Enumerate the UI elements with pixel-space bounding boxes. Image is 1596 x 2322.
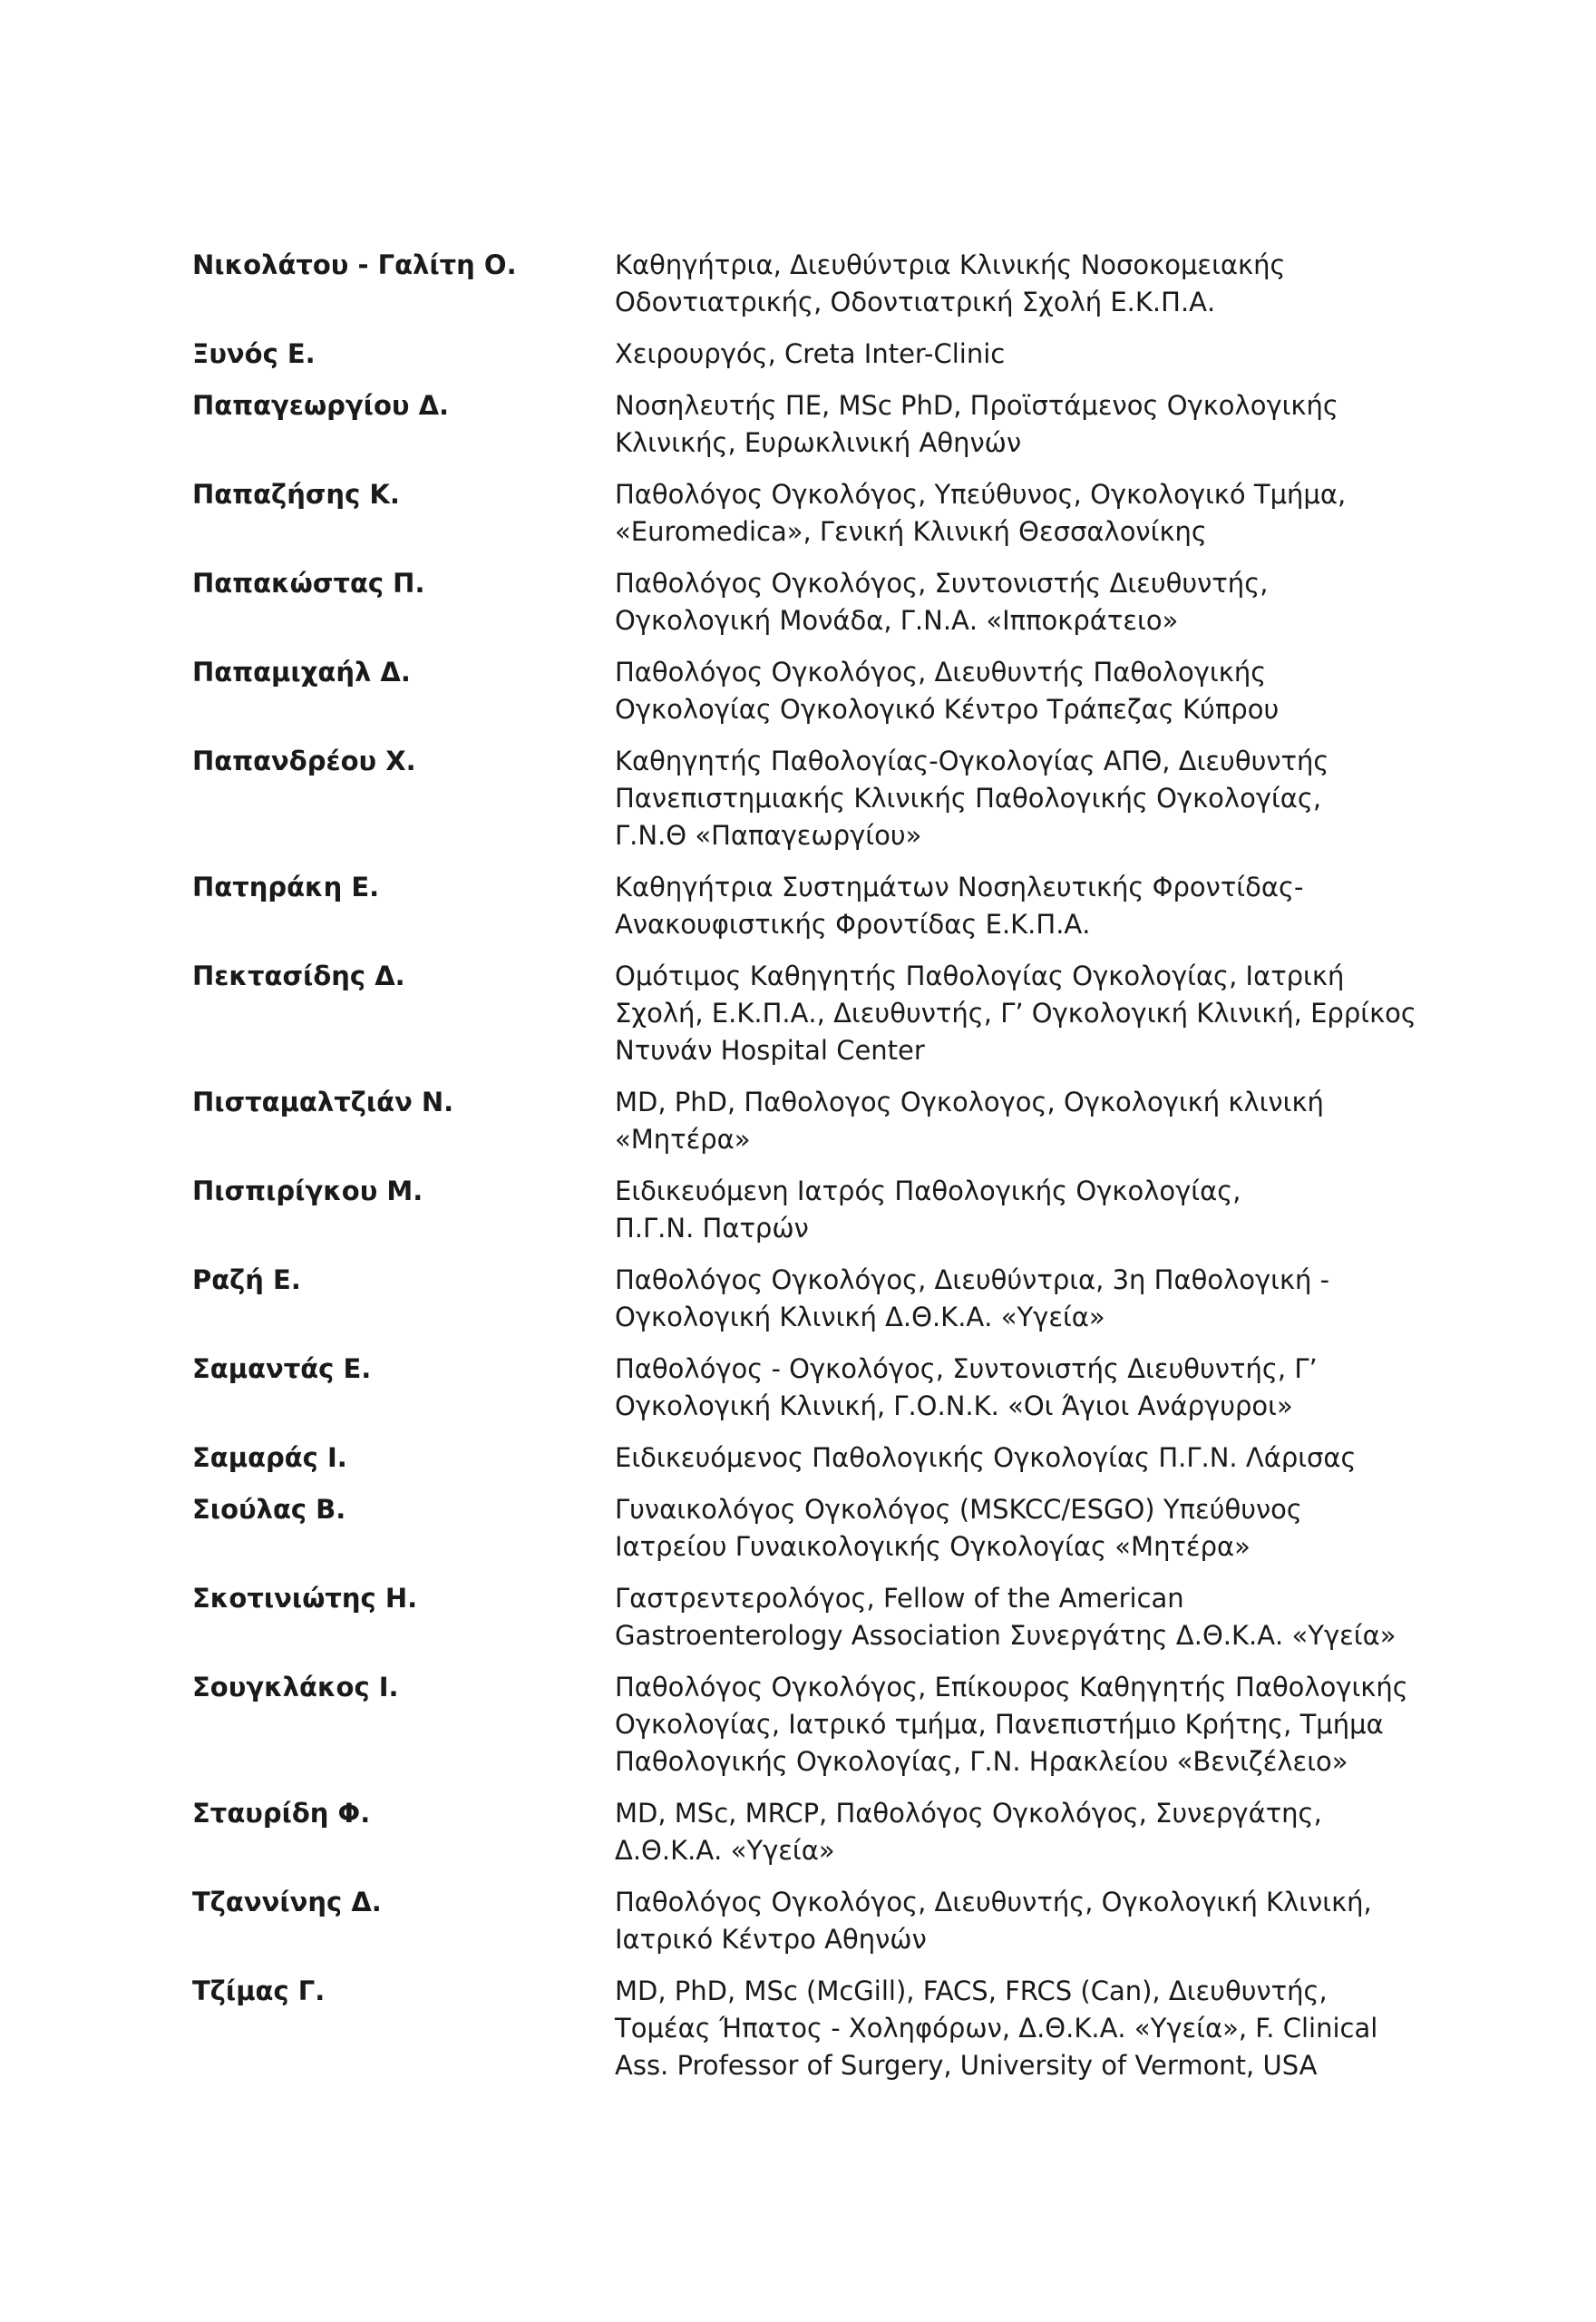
affiliation-line: Ομότιμος Καθηγητής Παθολογίας Ογκολογίας, Ιατρική [615, 961, 1345, 991]
speaker-name: Σαμαράς Ι. [192, 1442, 347, 1473]
affiliation-line: Ογκολογική Μονάδα, Γ.Ν.Α. «Ιπποκράτειο» [615, 605, 1179, 636]
speaker-affiliation [615, 1884, 1377, 1958]
speaker-affiliation [615, 1580, 1396, 1654]
affiliation-line: Τομέας Ήπατος - Χοληφόρων, Δ.Θ.Κ.Α. «Υγεία», F. Clinical [615, 2013, 1378, 2044]
affiliation-line: Ογκολογική Κλινική Δ.Θ.Κ.Α. «Υγεία» [615, 1302, 1105, 1332]
speaker-affiliation [615, 1262, 1377, 1336]
speaker-name: Τζαννίνης Δ. [192, 1887, 382, 1917]
speaker-name: Πεκτασίδης Δ. [192, 961, 405, 991]
speaker-affiliation [615, 1973, 1377, 2084]
affiliation-line: «Euromedica», Γενική Κλινική Θεσσαλονίκης [615, 516, 1207, 547]
speaker-name: Σαμαντάς Ε. [192, 1353, 372, 1384]
speaker-name: Παπαμιχαήλ Δ. [192, 657, 411, 688]
affiliation-line: Π.Γ.Ν. Πατρών [615, 1213, 809, 1244]
affiliation-line: Ανακουφιστικής Φροντίδας Ε.Κ.Π.Α. [615, 909, 1091, 940]
speaker-name: Σκοτινιώτης Η. [192, 1583, 418, 1614]
affiliation-line: Χειρουργός, Creta Inter-Clinic [615, 338, 1006, 369]
speaker-name: Παπαζήσης Κ. [192, 479, 400, 510]
affiliation-line: Ογκολογίας, Ιατρικό τμήμα, Πανεπιστήμιο Κρήτης, Τμήμα [615, 1709, 1384, 1740]
affiliation-line: Παθολόγος Ογκολόγος, Διευθύντρια, 3η Παθολογική - [615, 1264, 1330, 1295]
speaker-affiliation [615, 1173, 1377, 1247]
affiliation-line: Gastroenterology Association Συνεργάτης Δ.Θ.Κ.Α. «Υγεία» [615, 1620, 1396, 1651]
affiliation-line: Παθολόγος Ογκολόγος, Συντονιστής Διευθυντής, [615, 568, 1269, 599]
affiliation-line: Παθολόγος Ογκολόγος, Διευθυντής Παθολογικής [615, 657, 1267, 688]
speaker-affiliation [615, 247, 1377, 321]
affiliation-line: Οδοντιατρικής, Οδοντιατρική Σχολή Ε.Κ.Π.Α. [615, 287, 1216, 317]
affiliation-line: Ογκολογική Κλινική, Γ.Ο.Ν.Κ. «Οι Άγιοι Ανάργυροι» [615, 1390, 1293, 1421]
affiliation-line: MD, PhD, Παθολογος Ογκολογος, Ογκολογική κλινική [615, 1087, 1324, 1117]
affiliation-line: Καθηγήτρια, Διευθύντρια Κλινικής Νοσοκομειακής [615, 249, 1286, 280]
speaker-name: Πατηράκη Ε. [192, 872, 380, 902]
speaker-name: Παπανδρέου Χ. [192, 746, 416, 776]
affiliation-line: Ιατρικό Κέντρο Αθηνών [615, 1924, 927, 1955]
affiliation-line: Καθηγητής Παθολογίας-Ογκολογίας ΑΠΘ, Διευθυντής [615, 746, 1329, 776]
speaker-affiliation [615, 1491, 1377, 1566]
speaker-name: Πισπιρίγκου Μ. [192, 1176, 423, 1206]
affiliation-line: Καθηγήτρια Συστημάτων Νοσηλευτικής Φροντίδας- [615, 872, 1304, 902]
speaker-affiliation [615, 1439, 1377, 1477]
speaker-affiliation [615, 654, 1377, 728]
speaker-name: Τζίμας Γ. [192, 1976, 326, 2006]
speaker-affiliation [615, 1795, 1377, 1869]
affiliation-line: Ειδικευόμενος Παθολογικής Ογκολογίας Π.Γ.Ν. Λάρισας [615, 1442, 1357, 1473]
affiliation-line: Ass. Professor of Surgery, University of Vermont, USA [615, 2050, 1318, 2081]
speaker-affiliation [615, 336, 1377, 373]
speaker-name: Παπαγεωργίου Δ. [192, 390, 450, 421]
speaker-name: Σταυρίδη Φ. [192, 1798, 371, 1829]
speaker-name: Σιούλας Β. [192, 1494, 346, 1525]
sidebar [1360, 0, 1596, 2322]
speaker-name: Ραζή Ε. [192, 1264, 301, 1295]
speaker-affiliation [615, 565, 1377, 639]
affiliation-line: Δ.Θ.Κ.Α. «Υγεία» [615, 1835, 835, 1866]
affiliation-line: Παθολογικής Ογκολογίας, Γ.Ν. Ηρακλείου «Βενιζέλειο» [615, 1746, 1348, 1777]
speaker-affiliation [615, 958, 1416, 1069]
affiliation-line: MD, MSc, MRCP, Παθολόγος Ογκολόγος, Συνεργάτης, [615, 1798, 1322, 1829]
speaker-affiliation [615, 743, 1377, 854]
speaker-affiliation [615, 1351, 1377, 1425]
affiliation-line: Γυναικολόγος Ογκολόγος (MSKCC/ESGO) Υπεύθυνος [615, 1494, 1302, 1525]
affiliation-line: Ειδικευόμενη Ιατρός Παθολογικής Ογκολογίας, [615, 1176, 1241, 1206]
speaker-name: Παπακώστας Π. [192, 568, 425, 599]
speaker-affiliation [615, 1084, 1377, 1158]
affiliation-line: MD, PhD, MSc (McGill), FACS, FRCS (Can), Διευθυντής, [615, 1976, 1328, 2006]
affiliation-line: Κλινικής, Ευρωκλινική Αθηνών [615, 427, 1022, 458]
affiliation-line: Παθολόγος Ογκολόγος, Επίκουρος Καθηγητής Παθολογικής [615, 1672, 1408, 1702]
speaker-affiliation [615, 1669, 1408, 1781]
affiliation-line: Νοσηλευτής ΠΕ, MSc PhD, Προϊστάμενος Ογκολογικής [615, 390, 1338, 421]
affiliation-line: Γαστρεντερολόγος, Fellow of the American [615, 1583, 1184, 1614]
affiliation-line: Ογκολογίας Ογκολογικό Κέντρο Τράπεζας Κύπρου [615, 694, 1280, 725]
speaker-name: Πισταμαλτζιάν Ν. [192, 1087, 454, 1117]
speaker-name: Σουγκλάκος Ι. [192, 1672, 399, 1702]
affiliation-line: Παθολόγος - Ογκολόγος, Συντονιστής Διευθυντής, Γ’ [615, 1353, 1318, 1384]
speaker-name: Ξυνός Ε. [192, 338, 316, 369]
affiliation-line: Παθολόγος Ογκολόγος, Υπεύθυνος, Ογκολογικό Τμήμα, [615, 479, 1347, 510]
affiliation-line: Παθολόγος Ογκολόγος, Διευθυντής, Ογκολογική Κλινική, [615, 1887, 1372, 1917]
affiliation-line: Ιατρείου Γυναικολογικής Ογκολογίας «Μητέρα» [615, 1531, 1251, 1562]
speaker-affiliation [615, 476, 1377, 551]
affiliation-line: Ντυνάν Hospital Center [615, 1035, 925, 1066]
speaker-name: Νικολάτου - Γαλίτη Ο. [192, 249, 517, 280]
affiliation-line: «Μητέρα» [615, 1124, 751, 1155]
affiliation-line: Γ.Ν.Θ «Παπαγεωργίου» [615, 820, 922, 851]
affiliation-line: Σχολή, Ε.Κ.Π.Α., Διευθυντής, Γ’ Ογκολογική Κλινική, Ερρίκος [615, 998, 1416, 1029]
affiliation-line: Πανεπιστημιακής Κλινικής Παθολογικής Ογκολογίας, [615, 783, 1322, 814]
speaker-affiliation [615, 387, 1377, 462]
speaker-affiliation [615, 869, 1377, 943]
